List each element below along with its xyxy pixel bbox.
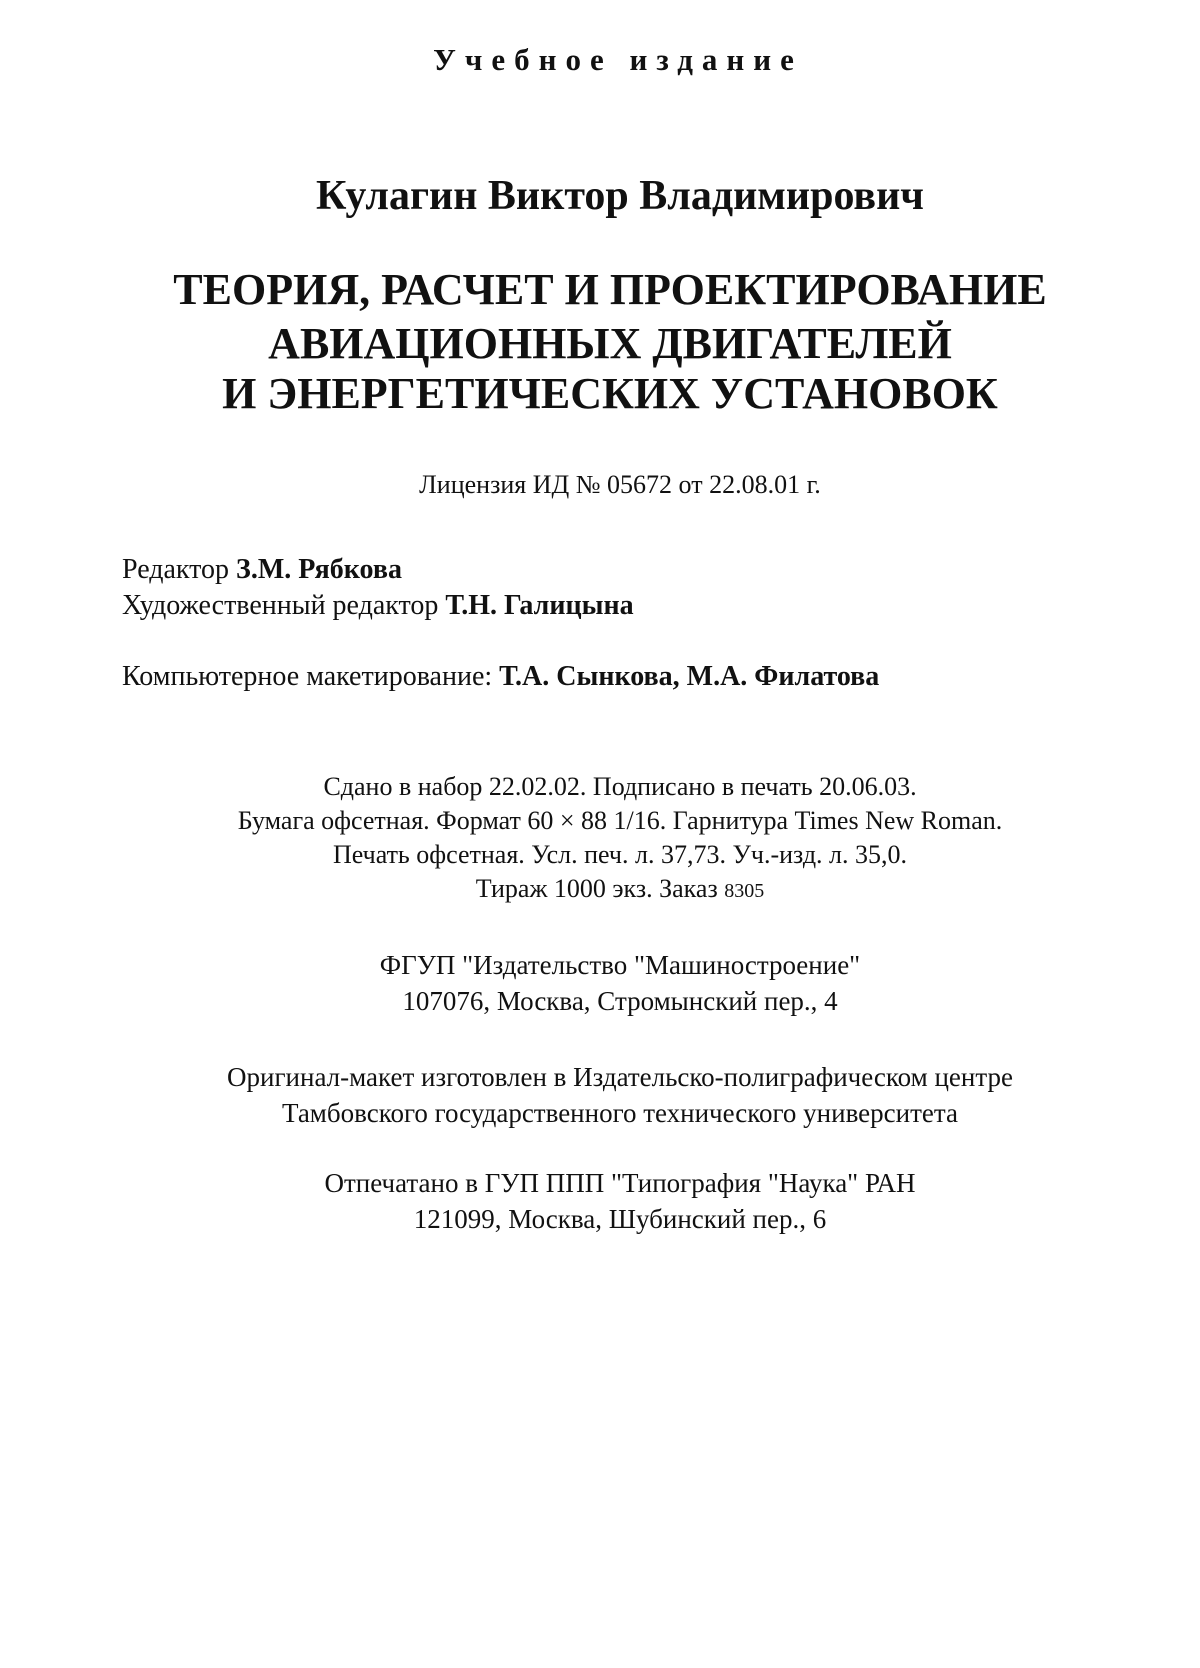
author-name: Кулагин Виктор Владимирович xyxy=(316,173,924,219)
print-run-text: Тираж 1000 экз. Заказ xyxy=(475,874,725,903)
title-line-2: АВИАЦИОННЫХ ДВИГАТЕЛЕЙ xyxy=(268,319,952,368)
original-layout-line-1: Оригинал-макет изготовлен в Издательско-полиграфическом центре xyxy=(227,1062,1013,1092)
art-editor-line xyxy=(122,592,634,620)
title-line-3: И ЭНЕРГЕТИЧЕСКИХ УСТАНОВОК xyxy=(222,369,998,418)
title-line-1: ТЕОРИЯ, РАСЧЕТ И ПРОЕКТИРОВАНИЕ xyxy=(173,265,1047,314)
art-editor-label: Художественный редактор xyxy=(122,590,446,621)
art-editor-name: Т.Н. Галицына xyxy=(445,590,634,621)
imprint-line-4 xyxy=(20,876,1200,902)
layout-credit-label: Компьютерное макетирование: xyxy=(122,661,500,692)
license-line: Лицензия ИД № 05672 от 22.08.01 г. xyxy=(419,470,821,499)
layout-credit-names: Т.А. Сынкова, М.А. Филатова xyxy=(499,661,880,692)
printer-name: Отпечатано в ГУП ППП "Типография "Наука" РАН xyxy=(324,1168,916,1198)
publisher-address: 107076, Москва, Стромынский пер., 4 xyxy=(402,986,838,1016)
original-layout-line-2: Тамбовского государственного технического университета xyxy=(282,1098,958,1128)
imprint-line-3: Печать офсетная. Усл. печ. л. 37,73. Уч.-изд. л. 35,0. xyxy=(332,840,908,869)
imprint-line-2: Бумага офсетная. Формат 60 × 88 1/16. Гарнитура Times New Roman. xyxy=(237,806,1003,835)
printer-address: 121099, Москва, Шубинский пер., 6 xyxy=(413,1204,827,1234)
imprint-line-1: Сдано в набор 22.02.02. Подписано в печать 20.06.03. xyxy=(323,772,917,801)
layout-credit-line xyxy=(122,663,879,691)
series-label: Учебное издание xyxy=(433,42,803,77)
order-number: 8305 xyxy=(724,880,765,902)
editor-line xyxy=(122,556,402,584)
publisher-name: ФГУП "Издательство "Машиностроение" xyxy=(379,950,861,980)
editor-label: Редактор xyxy=(122,554,237,585)
editor-name: З.М. Рябкова xyxy=(236,554,402,585)
